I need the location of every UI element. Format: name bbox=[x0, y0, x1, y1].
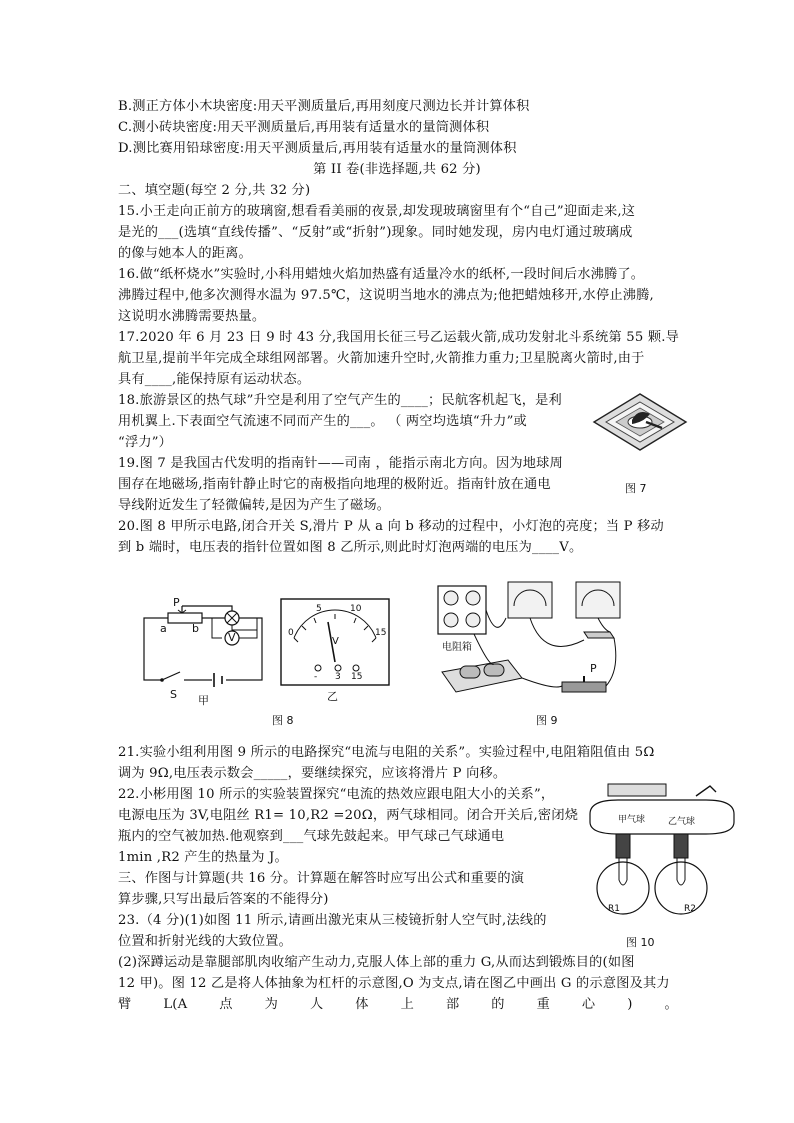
q17-line2: 航卫星,提前半年完成全球组网部署。火箭加速升空时,火箭推力重力;卫星脱离火箭时,由于 bbox=[118, 351, 645, 366]
q17-line1: 17.2020 年 6 月 23 日 9 时 43 分,我国用长征三号乙运载火箭,成功发射北斗系统第 55 颗.导 bbox=[118, 330, 679, 345]
q23-line2: 位置和折射光线的大致位置。 bbox=[118, 934, 293, 949]
figure-8-yi bbox=[280, 598, 390, 686]
w11: ) bbox=[627, 997, 633, 1012]
q18-line3: “浮力”） bbox=[118, 435, 173, 450]
w4: 人 bbox=[309, 997, 324, 1012]
fig8-b-label: b bbox=[192, 622, 199, 635]
section-title: 第 II 卷(非选择题,共 62 分) bbox=[313, 162, 481, 177]
q15-line3: 的像与她本人的距离。 bbox=[118, 246, 252, 261]
fig8-caption: 图 8 bbox=[272, 714, 294, 727]
w7: 部 bbox=[445, 997, 460, 1012]
fig9-p-label: P bbox=[590, 662, 597, 675]
q16-line3: 这说明水沸腾需要热量。 bbox=[118, 309, 266, 324]
fig8-v-symbol: V bbox=[228, 631, 236, 644]
fig9-caption: 图 9 bbox=[536, 714, 558, 727]
figure-10 bbox=[588, 782, 736, 930]
q15-line1: 15.小王走向正前方的玻璃窗,想看看美丽的夜景,却发现玻璃窗里有个“自己”迎面走来,这 bbox=[118, 204, 636, 219]
q16-line1: 16.做“纸杯烧水”实验时,小科用蜡烛火焰加热盛有适量冷水的纸杯,一段时间后水沸腾了。 bbox=[118, 267, 645, 282]
q18-line2: 用机翼上.下表面空气流速不同而产生的___。 （ 两空均选填“升力”或 bbox=[118, 414, 527, 429]
fig8-terminal-neg: - bbox=[314, 672, 318, 682]
figure-9 bbox=[434, 580, 634, 702]
fig8-scale-10: 10 bbox=[350, 604, 362, 614]
q22-line2: 电源电压为 3V,电阻丝 R1= 10,R2 =20Ω，两气球相同。闭合开关后,密闭烧 bbox=[118, 808, 579, 823]
q16-line2: 沸腾过程中,他多次测得水温为 97.5℃，这说明当地水的沸点为;他把蜡烛移开,水停止沸腾, bbox=[118, 288, 654, 303]
fig8-p-label: P bbox=[173, 596, 180, 609]
q19-line3: 导线附近发生了轻微偏转,是因为产生了磁场。 bbox=[118, 498, 391, 513]
q20-line2: 到 b 端时，电压表的指针位置如图 8 乙所示,则此时灯泡两端的电压为____V。 bbox=[118, 540, 583, 555]
fig8-a-label: a bbox=[160, 622, 167, 635]
option-d: D.测比赛用铅球密度:用天平测质量后,再用装有适量水的量筒测体积 bbox=[118, 141, 517, 156]
fig8-terminal-3: 3 bbox=[335, 672, 341, 682]
q21-line1: 21.实验小组利用图 9 所示的电路探究“电流与电阻的关系”。实验过程中,电阻箱阻值由 5Ω bbox=[118, 745, 655, 760]
w6: 上 bbox=[400, 997, 414, 1012]
fig8-yi-label: 乙 bbox=[327, 690, 338, 703]
w2: 点 bbox=[219, 997, 233, 1012]
section3-line2: 算步骤,只写出最后答案的不能得分) bbox=[118, 892, 329, 907]
w0: 臂 bbox=[118, 997, 132, 1012]
fig8-scale-15: 15 bbox=[375, 628, 387, 638]
q23-line3: (2)深蹲运动是靠腿部肌肉收缩产生动力,克服人体上部的重力 G,从而达到锻炼目的(如图 bbox=[118, 955, 635, 970]
q23-line4: 12 甲)。图 12 乙是将人体抽象为杠杆的示意图,O 为支点,请在图乙中画出 G 的示意图及其力 bbox=[118, 976, 670, 991]
option-c: C.测小砖块密度:用天平测质量后,再用装有适量水的量筒测体积 bbox=[118, 120, 490, 135]
w1: L(A bbox=[163, 997, 188, 1012]
q20-line1: 20.图 8 甲所示电路,闭合开关 S,滑片 P 从 a 向 b 移动的过程中，小灯泡的亮度；当 P 移动 bbox=[118, 519, 664, 534]
w3: 为 bbox=[264, 997, 279, 1012]
q22-line1: 22.小彬用图 10 所示的实验装置探究“电流的热效应跟电阻大小的关系”， bbox=[118, 787, 555, 802]
fill-heading: 二、填空题(每空 2 分,共 32 分) bbox=[118, 183, 311, 198]
fig8-scale-5: 5 bbox=[316, 604, 322, 614]
fig8-meter-v: V bbox=[332, 636, 339, 647]
fig8-s-label: S bbox=[170, 688, 177, 701]
fig10-caption: 图 10 bbox=[626, 936, 655, 949]
q19-line2: 围存在地磁场,指南针静止时它的南极指向地理的极附近。指南针放在通电 bbox=[118, 477, 551, 492]
fig10-r1: R1 bbox=[608, 904, 620, 914]
option-b: B.测正方体小木块密度:用天平测质量后,再用刻度尺测边长并计算体积 bbox=[118, 99, 530, 114]
q19-line1: 19.图 7 是我国古代发明的指南针——司南 ，能指示南北方向。因为地球周 bbox=[118, 456, 563, 471]
q22-line4: 1min ,R2 产生的热量为 J。 bbox=[118, 850, 288, 865]
q23-line5 bbox=[118, 994, 678, 1015]
w9: 重 bbox=[536, 997, 550, 1012]
w10: 心 bbox=[581, 997, 596, 1012]
w12: 。 bbox=[664, 997, 678, 1012]
section3-line1: 三、作图与计算题(共 16 分。计算题在解答时应写出公式和重要的演 bbox=[118, 871, 525, 886]
fig10-jia-balloon: 甲气球 bbox=[618, 815, 646, 825]
q21-line2: 调为 9Ω,电压表示数会_____，要继续探究，应该将滑片 P 向移。 bbox=[118, 766, 507, 781]
q23-line1: 23.（4 分)(1)如图 11 所示,请画出激光束从三棱镜折射人空气时,法线的 bbox=[118, 913, 547, 928]
figure-8-jia bbox=[132, 596, 272, 706]
q17-line3: 具有____,能保持原有运动状态。 bbox=[118, 372, 311, 387]
fig7-caption: 图 7 bbox=[625, 482, 647, 495]
w5: 体 bbox=[355, 997, 369, 1012]
q15-line2: 是光的___(选填“直线传播”、“反射”或“折射”)现象。同时她发现，房内电灯通过玻璃成 bbox=[118, 225, 633, 240]
q22-line3: 瓶内的空气被加热.他观察到___气球先鼓起来。甲气球己气球通电 bbox=[118, 829, 505, 844]
fig10-yi-balloon: 乙气球 bbox=[668, 817, 696, 827]
fig8-scale-0: 0 bbox=[288, 628, 294, 638]
fig8-terminal-15: 15 bbox=[351, 672, 363, 682]
fig10-r2: R2 bbox=[684, 904, 696, 914]
fig8-jia-label: 甲 bbox=[198, 694, 209, 707]
fig9-box-label: 电阻箱 bbox=[442, 642, 472, 653]
w8: 的 bbox=[491, 997, 505, 1012]
q18-line1: 18.旅游景区的热气球”升空是利用了空气产生的____；民航客机起飞，是利 bbox=[118, 393, 562, 408]
figure-7 bbox=[592, 392, 688, 462]
